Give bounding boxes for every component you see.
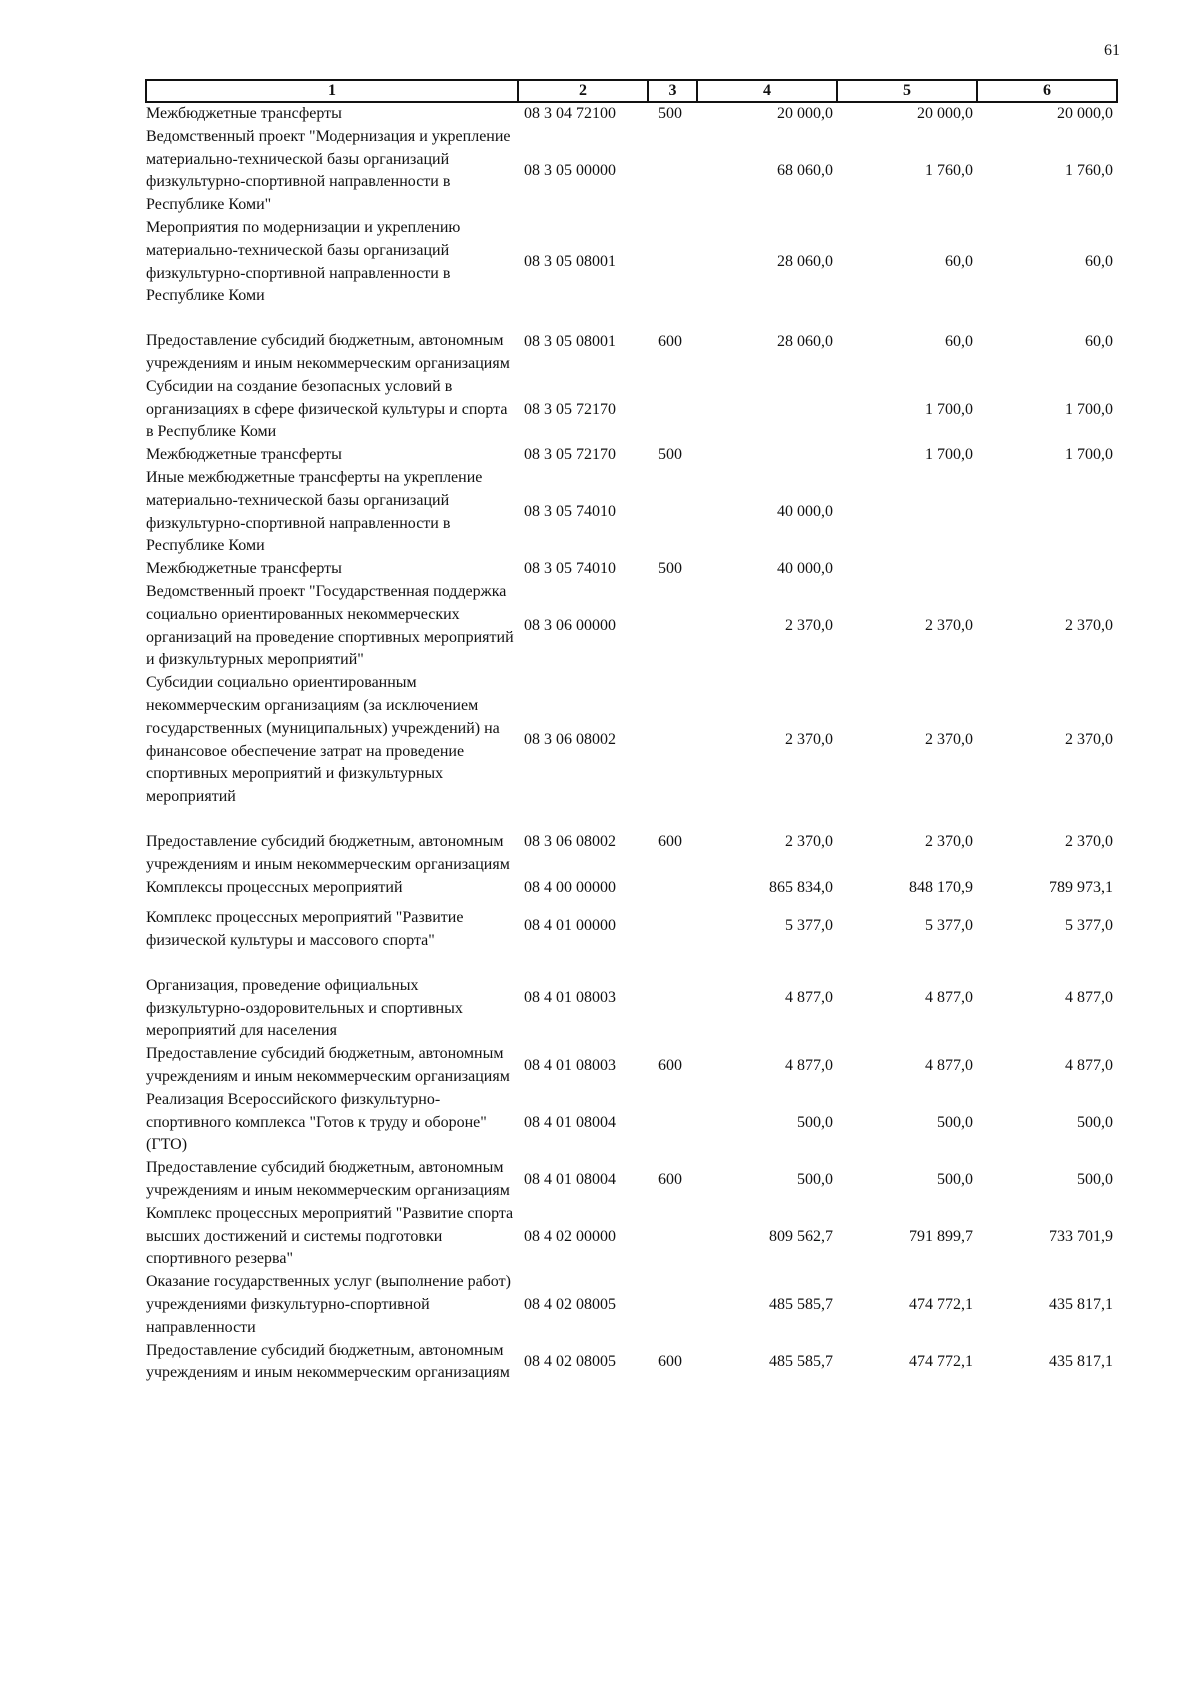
row-value-6: 500,0 xyxy=(1077,1113,1113,1131)
row-name: Организация, проведение официальных физкультурно-оздоровительных и спортивных мероприятий для населения xyxy=(146,976,463,1040)
row-code: 08 4 02 08005 xyxy=(524,1296,616,1314)
row-code: 08 3 06 08002 xyxy=(524,731,616,749)
row-value-4: 2 370,0 xyxy=(785,833,833,851)
row-value-6: 60,0 xyxy=(1085,332,1113,350)
row-value-5: 848 170,9 xyxy=(909,878,973,896)
row-value-4 xyxy=(697,376,837,444)
row-kind xyxy=(648,1271,697,1339)
table-header-row xyxy=(146,80,1117,102)
row-value-4: 2 370,0 xyxy=(785,617,833,635)
table-row xyxy=(146,308,1117,376)
row-name: Предоставление субсидий бюджетным, автономным учреждениям и иным некоммерческим организациям xyxy=(146,1045,510,1086)
row-kind xyxy=(648,376,697,444)
row-value-4: 500,0 xyxy=(797,1113,833,1131)
row-code: 08 3 05 08001 xyxy=(524,332,616,350)
row-value-6: 2 370,0 xyxy=(1065,833,1113,851)
row-value-5: 60,0 xyxy=(945,253,973,271)
row-value-6: 1 700,0 xyxy=(1065,446,1113,464)
row-name: Предоставление субсидий бюджетным, автономным учреждениям и иным некоммерческим организациям xyxy=(146,1159,510,1200)
table-row xyxy=(146,1271,1117,1339)
column-header: 1 xyxy=(146,80,518,102)
row-value-6: 60,0 xyxy=(1085,253,1113,271)
row-value-5: 5 377,0 xyxy=(925,916,973,934)
row-value-5: 1 700,0 xyxy=(925,400,973,418)
row-value-4: 500,0 xyxy=(797,1170,833,1188)
row-kind xyxy=(648,899,697,953)
row-value-5: 474 772,1 xyxy=(909,1353,973,1371)
row-value-4 xyxy=(697,444,837,467)
row-kind xyxy=(648,1089,697,1157)
table-row xyxy=(146,467,1117,558)
row-value-5: 500,0 xyxy=(937,1170,973,1188)
table-row xyxy=(146,877,1117,900)
row-code: 08 3 06 00000 xyxy=(524,617,616,635)
row-value-4: 485 585,7 xyxy=(769,1353,833,1371)
column-header: 2 xyxy=(518,80,648,102)
table-row xyxy=(146,672,1117,809)
row-value-6: 20 000,0 xyxy=(1057,105,1113,122)
row-name: Субсидии на создание безопасных условий в организациях в сфере физической культуры и спорта в Республике Коми xyxy=(146,377,508,441)
row-value-4: 4 877,0 xyxy=(785,988,833,1006)
row-value-4: 2 370,0 xyxy=(785,731,833,749)
table-row xyxy=(146,1340,1117,1386)
row-kind xyxy=(648,1203,697,1271)
row-kind: 600 xyxy=(658,833,682,851)
row-value-6: 500,0 xyxy=(1077,1170,1113,1188)
row-value-4: 20 000,0 xyxy=(777,105,833,122)
row-code: 08 4 01 08004 xyxy=(524,1113,616,1131)
row-code: 08 3 05 00000 xyxy=(524,161,616,179)
row-value-5: 2 370,0 xyxy=(925,833,973,851)
row-value-5: 2 370,0 xyxy=(925,617,973,635)
row-code: 08 4 02 00000 xyxy=(524,1227,616,1245)
table-row xyxy=(146,899,1117,953)
table-row xyxy=(146,102,1117,126)
row-name: Реализация Всероссийского физкультурно-спортивного комплекса "Готов к труду и обороне" (ГТО) xyxy=(146,1090,487,1154)
row-code: 08 4 01 08003 xyxy=(524,1056,616,1074)
row-name: Иные межбюджетные трансферты на укрепление материально-технической базы организаций физкультурно-спортивной направленности в Республике Коми xyxy=(146,468,483,555)
table-row xyxy=(146,217,1117,308)
row-name: Ведомственный проект "Модернизация и укрепление материально-технической базы организаций физкультурно-спортивной направленности в Республике Коми" xyxy=(146,127,511,214)
column-header: 4 xyxy=(697,80,837,102)
row-value-5: 500,0 xyxy=(937,1113,973,1131)
row-value-4: 28 060,0 xyxy=(777,332,833,350)
column-header: 5 xyxy=(837,80,977,102)
row-value-5: 1 760,0 xyxy=(925,161,973,179)
row-value-6 xyxy=(977,467,1117,558)
budget-table xyxy=(145,79,1118,1385)
row-value-4: 865 834,0 xyxy=(769,878,833,896)
row-value-6: 5 377,0 xyxy=(1065,916,1113,934)
row-name: Межбюджетные трансферты xyxy=(146,446,342,464)
row-kind xyxy=(648,877,697,900)
table-row xyxy=(146,953,1117,1043)
column-header: 3 xyxy=(648,80,697,102)
row-name: Предоставление субсидий бюджетным, автономным учреждениям и иным некоммерческим организациям xyxy=(146,332,510,372)
row-name: Комплекс процессных мероприятий "Развитие физической культуры и массового спорта" xyxy=(146,909,464,950)
row-name: Предоставление субсидий бюджетным, автономным учреждениям и иным некоммерческим организациям xyxy=(146,832,510,873)
row-code: 08 3 05 08001 xyxy=(524,253,616,271)
row-value-4: 485 585,7 xyxy=(769,1296,833,1314)
row-value-5: 60,0 xyxy=(945,332,973,350)
row-value-6 xyxy=(977,558,1117,581)
row-code: 08 4 01 08003 xyxy=(524,988,616,1006)
table-row xyxy=(146,809,1117,877)
row-name: Предоставление субсидий бюджетным, автономным учреждениям и иным некоммерческим организациям xyxy=(146,1341,510,1382)
row-value-6: 435 817,1 xyxy=(1049,1353,1113,1371)
row-name: Мероприятия по модернизации и укреплению материально-технической базы организаций физкультурно-спортивной направленности в Республике Коми xyxy=(146,218,461,305)
row-value-6: 2 370,0 xyxy=(1065,731,1113,749)
row-value-5: 474 772,1 xyxy=(909,1296,973,1314)
row-value-4: 68 060,0 xyxy=(777,161,833,179)
row-code: 08 4 01 08004 xyxy=(524,1170,616,1188)
table-row xyxy=(146,376,1117,444)
row-code: 08 3 05 74010 xyxy=(524,503,616,521)
row-value-6: 733 701,9 xyxy=(1049,1227,1113,1245)
row-code: 08 3 05 74010 xyxy=(524,560,616,578)
row-kind xyxy=(648,672,697,809)
row-value-5: 4 877,0 xyxy=(925,988,973,1006)
row-kind xyxy=(648,953,697,1043)
row-value-4: 809 562,7 xyxy=(769,1227,833,1245)
row-value-4: 5 377,0 xyxy=(785,916,833,934)
table-row xyxy=(146,1203,1117,1271)
row-code: 08 3 05 72170 xyxy=(524,400,616,418)
row-value-6: 1 760,0 xyxy=(1065,161,1113,179)
row-name: Ведомственный проект "Государственная поддержка социально ориентированных некоммерческих организаций на проведение спортивных мероприятий и физкультурных мероприятий" xyxy=(146,582,514,669)
row-code: 08 3 05 72170 xyxy=(524,446,616,464)
row-value-6: 789 973,1 xyxy=(1049,878,1113,896)
row-value-4: 4 877,0 xyxy=(785,1056,833,1074)
row-value-4: 28 060,0 xyxy=(777,253,833,271)
row-kind: 500 xyxy=(658,560,682,578)
row-name: Субсидии социально ориентированным некоммерческим организациям (за исключением государственных (муниципальных) учреждений) на финансовое обеспечение затрат на проведение спортивных мероприятий и физкультурных мероприятий xyxy=(146,674,500,806)
row-value-5: 2 370,0 xyxy=(925,731,973,749)
row-kind: 600 xyxy=(658,1170,682,1188)
row-name: Комплекс процессных мероприятий "Развитие спорта высших достижений и системы подготовки спортивного резерва" xyxy=(146,1204,514,1268)
row-name: Оказание государственных услуг (выполнение работ) учреждениями физкультурно-спортивной направленности xyxy=(146,1273,511,1336)
table-row xyxy=(146,444,1117,467)
row-code: 08 3 06 08002 xyxy=(524,833,616,851)
row-value-5: 20 000,0 xyxy=(917,105,973,122)
row-value-5 xyxy=(837,558,977,581)
row-kind: 600 xyxy=(658,332,682,350)
row-value-5: 4 877,0 xyxy=(925,1056,973,1074)
row-kind xyxy=(648,217,697,308)
row-kind xyxy=(648,126,697,217)
row-name: Комплексы процессных мероприятий xyxy=(146,878,403,896)
row-value-6: 435 817,1 xyxy=(1049,1296,1113,1314)
table-row xyxy=(146,581,1117,672)
table-row xyxy=(146,1043,1117,1089)
row-code: 08 4 00 00000 xyxy=(524,878,616,896)
row-code: 08 4 01 00000 xyxy=(524,916,616,934)
row-value-6: 4 877,0 xyxy=(1065,988,1113,1006)
row-value-6: 4 877,0 xyxy=(1065,1056,1113,1074)
table-row xyxy=(146,1089,1117,1157)
row-value-5: 791 899,7 xyxy=(909,1227,973,1245)
row-value-4: 40 000,0 xyxy=(777,560,833,578)
row-kind: 600 xyxy=(658,1353,682,1371)
row-code: 08 3 04 72100 xyxy=(524,105,616,122)
row-kind xyxy=(648,467,697,558)
row-name: Межбюджетные трансферты xyxy=(146,105,342,122)
table-row xyxy=(146,1157,1117,1203)
row-value-5 xyxy=(837,467,977,558)
row-kind: 500 xyxy=(658,105,682,122)
row-kind: 500 xyxy=(658,446,682,464)
row-value-6: 2 370,0 xyxy=(1065,617,1113,635)
table-row xyxy=(146,558,1117,581)
row-value-5: 1 700,0 xyxy=(925,446,973,464)
row-kind: 600 xyxy=(658,1056,682,1074)
page-number: 61 xyxy=(1104,42,1120,59)
row-value-6: 1 700,0 xyxy=(1065,400,1113,418)
row-kind xyxy=(648,581,697,672)
row-value-4: 40 000,0 xyxy=(777,503,833,521)
row-name: Межбюджетные трансферты xyxy=(146,560,342,578)
table-row xyxy=(146,126,1117,217)
column-header: 6 xyxy=(977,80,1117,102)
row-code: 08 4 02 08005 xyxy=(524,1353,616,1371)
